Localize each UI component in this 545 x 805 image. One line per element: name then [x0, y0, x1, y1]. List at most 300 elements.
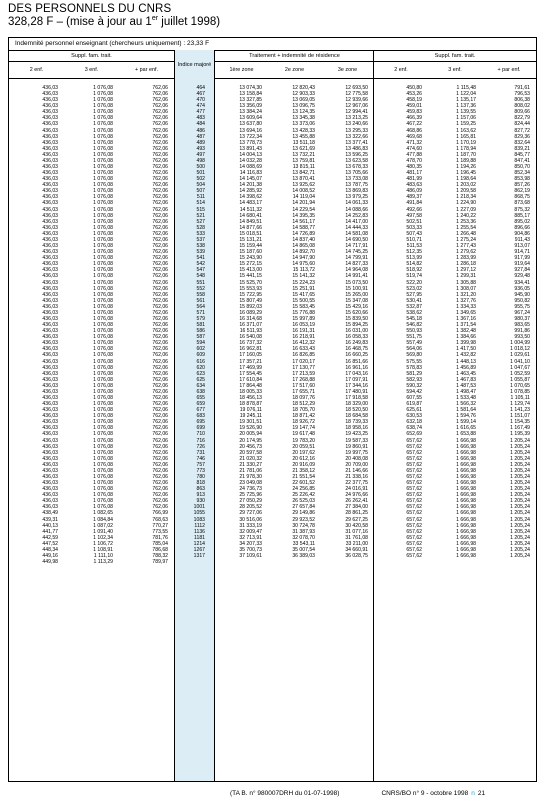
table-cell: 1 299,31 — [456, 273, 476, 280]
table-cell: 1 113,29 — [93, 559, 113, 566]
table-cell: 14 145,07 — [239, 176, 262, 183]
table-cell: 436,03 — [42, 291, 58, 298]
table-cell: 522,20 — [406, 279, 422, 286]
table-cell: 788,32 — [152, 553, 168, 560]
table-cell: 1 157,06 — [456, 115, 476, 122]
table-cell: 30 516,06 — [239, 516, 262, 523]
table-cell: 780 — [196, 474, 205, 480]
table-cell: 13 870,41 — [292, 176, 315, 183]
table-cell — [428, 559, 482, 565]
table-cell: 19 997,75 — [345, 449, 368, 456]
table-cell: 436,03 — [42, 127, 58, 134]
table-cell: 1 076,08 — [93, 97, 113, 104]
table-cell: 657,62 — [406, 486, 422, 493]
table-cell: 27 657,84 — [292, 504, 315, 511]
table-cell: 19 423,25 — [345, 431, 368, 438]
table-cell: 436,03 — [42, 236, 58, 243]
table-cell: 17 554,45 — [239, 370, 262, 377]
table-cell: 762,06 — [152, 334, 168, 341]
table-cell: 21 551,54 — [292, 474, 315, 480]
table-cell: 14 285,92 — [239, 188, 262, 195]
table-cell: 1 052,59 — [510, 370, 530, 377]
table-cell: 594 — [196, 340, 205, 347]
table-cell: 1 076,08 — [93, 285, 113, 292]
table-cell: 762,06 — [152, 285, 168, 292]
table-cell: 14 837,40 — [292, 236, 315, 243]
table-cell: 436,03 — [42, 145, 58, 152]
table-cell: 34 207,33 — [239, 540, 262, 547]
subtitle-prefix: 328,28 F – (mise à jour au 1 — [8, 16, 152, 28]
table-cell: 762,06 — [152, 358, 168, 365]
table-cell: 1 205,24 — [510, 534, 530, 541]
table-cell: 659 — [196, 401, 205, 408]
table-cell: 1 076,08 — [93, 461, 113, 468]
table-cell: 19 076,11 — [239, 407, 262, 414]
table-cell: 548 — [196, 273, 205, 280]
table-cell: 1 076,08 — [93, 224, 113, 231]
table-cell: 483 — [196, 115, 205, 122]
table-cell: 786,68 — [152, 546, 168, 553]
table-cell: 436,03 — [42, 413, 58, 420]
table-cell: 13 074,30 — [239, 85, 262, 91]
subtitle-suffix: juillet 1998) — [158, 16, 221, 28]
table-cell: 14 088,66 — [345, 206, 368, 213]
table-cell: 23 049,08 — [239, 480, 262, 487]
table-cell: 436,03 — [42, 455, 58, 462]
table-cell: 466,39 — [406, 115, 422, 122]
table-cell: 17 864,48 — [239, 382, 262, 389]
table-cell: 1 076,08 — [93, 315, 113, 322]
table-cell: 16 961,16 — [345, 364, 368, 371]
table-cell: 1 205,24 — [510, 461, 530, 468]
table-cell: 770,27 — [152, 522, 168, 529]
table-cell: 436,03 — [42, 133, 58, 140]
table-cell: 20 174,95 — [239, 437, 262, 444]
table-cell: 21 338,16 — [345, 474, 368, 480]
table-cell: 616 — [196, 358, 205, 365]
table-cell: 458,19 — [406, 97, 422, 104]
table-cell: 1 666,98 — [456, 443, 476, 450]
column-divider — [174, 51, 175, 781]
table-cell: 762,06 — [152, 291, 168, 298]
table-cell: 1 076,08 — [93, 109, 113, 116]
table-cell: 557,49 — [406, 340, 422, 347]
table-cell: 480,35 — [406, 164, 422, 171]
column-divider — [373, 51, 374, 781]
table-cell: 762,06 — [152, 115, 168, 122]
header-traitement: Traitement + indemnité de résidence — [215, 51, 374, 62]
table-cell: 1 367,16 — [456, 315, 476, 322]
table-cell: 657,62 — [406, 534, 422, 541]
table-cell: 14 964,08 — [345, 267, 368, 274]
table-cell: 1 076,08 — [93, 176, 113, 183]
table-cell: 1 076,08 — [93, 352, 113, 359]
table-cell: 19 587,33 — [345, 437, 368, 444]
table-cell: 818 — [196, 480, 205, 487]
table-cell: 1 205,24 — [510, 546, 530, 553]
table-cell: 14 991,41 — [345, 273, 368, 280]
table-cell: 623 — [196, 370, 205, 377]
table-cell: 436,03 — [42, 443, 58, 450]
table-cell: 436,03 — [42, 431, 58, 438]
table-cell: 1 108,91 — [93, 546, 113, 553]
table-cell: 13 869,83 — [345, 188, 368, 195]
table-cell: 619,87 — [406, 401, 422, 408]
table-cell: 1 205,24 — [510, 553, 530, 560]
table-cell — [374, 559, 428, 565]
table-cell: 14 561,17 — [292, 218, 315, 225]
table-cell: 436,03 — [42, 115, 58, 122]
table-cell: 1 334,33 — [456, 303, 476, 310]
table-cell: 594,42 — [406, 388, 422, 395]
table-cell: 513,99 — [406, 255, 422, 262]
table-cell: 528 — [196, 224, 205, 231]
table-cell: 14 032,28 — [239, 157, 262, 164]
table-cell: 1 286,18 — [456, 261, 476, 268]
table-cell: 17 160,05 — [239, 352, 262, 359]
table-cell: 1 082,65 — [93, 510, 113, 517]
table-cell: 785,04 — [152, 540, 168, 547]
table-cell: 1 076,08 — [93, 279, 113, 286]
table-cell: 16 468,75 — [345, 346, 368, 353]
table-cell: 762,06 — [152, 322, 168, 329]
table-cell: 1 205,24 — [510, 455, 530, 462]
table-cell: 15 417,65 — [292, 291, 315, 298]
table-cell: 762,06 — [152, 364, 168, 371]
table-cell: 1 105,11 — [510, 394, 530, 401]
table-cell: 14 444,33 — [345, 224, 368, 231]
table-cell: 510,71 — [406, 236, 422, 243]
table-cell: 436,03 — [42, 425, 58, 432]
table-cell: 13 455,88 — [292, 133, 315, 140]
table-cell: 26 262,41 — [345, 498, 368, 505]
table-cell: 518,92 — [406, 267, 422, 274]
table-cell: 436,03 — [42, 170, 58, 177]
table-cell: 1 467,83 — [456, 376, 476, 383]
table-cell: 1 076,08 — [93, 194, 113, 201]
table-cell: 14 892,70 — [292, 249, 315, 256]
table-cell: 1 047,67 — [510, 364, 530, 371]
table-cell: 731 — [196, 449, 205, 456]
table-cell: 436,03 — [42, 285, 58, 292]
table-cell: 569,80 — [406, 352, 422, 359]
table-cell: 1 533,48 — [456, 394, 476, 401]
table-cell: 1 240,22 — [456, 212, 476, 219]
table-cell: 1 078,85 — [510, 388, 530, 395]
table-cell: 14 680,41 — [239, 212, 262, 219]
table-cell: 25 725,96 — [239, 492, 262, 499]
table-body — [9, 79, 536, 566]
table-cell: 657,62 — [406, 553, 422, 560]
table-cell: 27 384,00 — [345, 504, 368, 511]
table-cell: 1 666,98 — [456, 480, 476, 487]
table-cell: 868,75 — [514, 194, 530, 201]
table-cell: 620 — [196, 364, 205, 371]
table-cell: 512,35 — [406, 249, 422, 256]
footer-separator: n — [471, 790, 475, 797]
table-cell: 12 820,43 — [292, 85, 315, 91]
table-cell: 436,03 — [42, 249, 58, 256]
table-cell: 917,99 — [514, 255, 530, 262]
table-cell: 1 076,08 — [93, 328, 113, 335]
table-cell: 1 178,94 — [456, 145, 476, 152]
table-cell: 448,34 — [42, 546, 58, 553]
table-cell: 469,68 — [406, 133, 422, 140]
table-cell: 1 135,17 — [456, 97, 476, 104]
table-cell: 30 724,78 — [292, 522, 315, 529]
table-cell: 17 097,91 — [345, 376, 368, 383]
table-cell: 13 486,83 — [345, 145, 368, 152]
table-cell: 471,32 — [406, 139, 422, 146]
table-cell: 1 076,08 — [93, 121, 113, 128]
table-cell: 511 — [196, 194, 205, 201]
table-cell: 768,63 — [152, 516, 168, 523]
table-cell: 1 163,62 — [456, 127, 476, 134]
table-cell: 537 — [196, 236, 205, 243]
table-cell: 762,06 — [152, 370, 168, 377]
table-cell: 1 266,48 — [456, 230, 476, 237]
table-cell: 762,06 — [152, 127, 168, 134]
table-cell: 497,58 — [406, 212, 422, 219]
table-cell: 15 113,72 — [292, 267, 315, 274]
table-cell: 762,06 — [152, 303, 168, 310]
table-cell: 1 076,08 — [93, 340, 113, 347]
table-cell: 885,17 — [514, 212, 530, 219]
table-cell: 30 420,58 — [345, 522, 368, 529]
table-cell: 657,62 — [406, 461, 422, 468]
table-cell: 1 076,08 — [93, 133, 113, 140]
table-cell: 519,74 — [406, 273, 422, 280]
table-cell: 1181 — [194, 534, 205, 541]
table-cell: 1 076,08 — [93, 309, 113, 316]
table-cell: 14 690,50 — [345, 236, 368, 243]
table-cell: 575,55 — [406, 358, 422, 365]
table-cell: 1 566,32 — [456, 401, 476, 408]
table-cell: 18 684,58 — [345, 413, 368, 420]
table-cell: 895,02 — [514, 218, 530, 225]
table-cell: 762,06 — [152, 200, 168, 207]
table-cell: 762,06 — [152, 273, 168, 280]
table-cell: 449,98 — [42, 559, 58, 566]
table-cell: 436,03 — [42, 370, 58, 377]
table-cell: 1 076,08 — [93, 182, 113, 189]
table-cell: 13 295,33 — [345, 127, 368, 134]
table-cell: 438,49 — [42, 510, 58, 517]
table-cell: 440,13 — [42, 522, 58, 529]
table-cell: 447,52 — [42, 540, 58, 547]
table-cell: 1 159,25 — [456, 121, 476, 128]
table-cell: 21 781,06 — [239, 467, 262, 474]
table-cell: 13 842,71 — [292, 170, 315, 177]
table-cell: 35 007,54 — [292, 546, 315, 553]
table-cell: 550,93 — [406, 328, 422, 335]
table-cell: 1 076,08 — [93, 370, 113, 377]
table-cell: 1 091,40 — [93, 528, 113, 535]
table-cell: 1112 — [194, 522, 205, 529]
table-cell: 14 745,25 — [345, 249, 368, 256]
table-cell: 927,84 — [514, 267, 530, 274]
table-cell: 20 709,00 — [345, 461, 368, 468]
table-cell: 477 — [196, 109, 205, 116]
table-cell: 1 666,98 — [456, 492, 476, 499]
table-cell: 1 666,98 — [456, 461, 476, 468]
column-divider — [214, 51, 215, 781]
table-cell: 762,06 — [152, 103, 168, 110]
table-cell: 561 — [196, 297, 205, 304]
table-cell: 27 050,29 — [239, 498, 262, 505]
table-cell: 16 851,66 — [345, 358, 368, 365]
table-cell: 1 076,08 — [93, 255, 113, 262]
table-cell: 1 666,98 — [456, 504, 476, 511]
table-cell: 14 201,38 — [239, 182, 262, 189]
table-cell: 15 553,93 — [239, 285, 262, 292]
table-cell: 789,97 — [152, 559, 168, 566]
table-cell: 657,62 — [406, 480, 422, 487]
table-cell: 832,64 — [514, 139, 530, 146]
table-cell: 14 877,66 — [239, 224, 262, 231]
table-cell: 15 243,90 — [239, 255, 262, 262]
table-cell: 12 939,66 — [345, 97, 368, 104]
table-cell: 1 041,10 — [510, 358, 530, 365]
table-cell: 436,03 — [42, 334, 58, 341]
table-cell: 677 — [196, 407, 205, 414]
table-cell: 945,90 — [514, 291, 530, 298]
table-cell: 436,03 — [42, 492, 58, 499]
table-cell: 20 597,58 — [239, 449, 262, 456]
table-cell: 1 275,24 — [456, 236, 476, 243]
table-cell: 1 076,08 — [93, 394, 113, 401]
table-cell: 657,62 — [406, 522, 422, 529]
table-cell: 20 456,73 — [239, 443, 262, 450]
table-cell: 13 722,34 — [239, 133, 262, 140]
table-cell: 436,03 — [42, 267, 58, 274]
table-cell: 762,06 — [152, 243, 168, 250]
table-cell: 762,06 — [152, 328, 168, 335]
table-cell: 17 357,21 — [239, 358, 262, 365]
table-cell: 657,62 — [406, 449, 422, 456]
table-cell: 436,03 — [42, 340, 58, 347]
table-cell: 762,06 — [152, 382, 168, 389]
table-cell: 13 322,66 — [345, 133, 368, 140]
table-cell: 15 429,16 — [345, 303, 368, 310]
table-cell: 15 892,03 — [239, 303, 262, 310]
col-header: 1ère zone — [215, 62, 268, 79]
table-cell: 17 020,17 — [292, 358, 315, 365]
table-cell: 1 666,98 — [456, 516, 476, 523]
table-cell: 762,06 — [152, 139, 168, 146]
table-cell: 29 627,25 — [345, 516, 368, 523]
table-cell: 1 399,98 — [456, 340, 476, 347]
table-cell: 609 — [196, 352, 205, 359]
table-cell: 29 149,86 — [292, 510, 315, 517]
table-cell: 762,06 — [152, 279, 168, 286]
table-cell: 13 678,33 — [345, 164, 368, 171]
table-cell: 459,01 — [406, 103, 422, 110]
table-cell: 530,41 — [406, 297, 422, 304]
table-cell: 955,75 — [514, 303, 530, 310]
table-cell: 638,74 — [406, 425, 422, 432]
table-cell: 489,37 — [406, 194, 422, 201]
table-cell — [268, 559, 321, 565]
table-cell: 796,53 — [514, 91, 530, 98]
table-cell: 20 197,62 — [292, 449, 315, 456]
table-cell: 1 076,08 — [93, 407, 113, 414]
table-cell: 762,06 — [152, 212, 168, 219]
table-cell: 1 277,43 — [456, 243, 476, 250]
table-cell: 762,06 — [152, 121, 168, 128]
table-cell: 581 — [196, 322, 205, 329]
table-cell: 12 693,50 — [345, 85, 368, 91]
table-cell: 14 395,35 — [292, 212, 315, 219]
table-cell: 436,03 — [42, 401, 58, 408]
table-cell: 1 205,24 — [510, 443, 530, 450]
table-cell: 862,19 — [514, 188, 530, 195]
table-cell: 507,43 — [406, 230, 422, 237]
table-cell: 1 653,88 — [456, 431, 476, 438]
table-cell: 541 — [196, 255, 205, 262]
table-cell: 504 — [196, 182, 205, 189]
table-cell: 657,62 — [406, 546, 422, 553]
table-cell: 1 076,08 — [93, 413, 113, 420]
table-cell: 695 — [196, 419, 205, 426]
table-cell: 436,03 — [42, 322, 58, 329]
table-cell: 14 004,13 — [239, 151, 262, 158]
table-cell: 1317 — [193, 553, 205, 560]
table-cell: 762,06 — [152, 315, 168, 322]
table-cell: 1 076,08 — [93, 425, 113, 432]
table-cell: 1 384,66 — [456, 334, 476, 341]
table-cell: 762,06 — [152, 376, 168, 383]
table-cell: 607,55 — [406, 394, 422, 401]
table-cell: 873,68 — [514, 200, 530, 207]
table-cell: 762,06 — [152, 492, 168, 499]
table-cell: 936,05 — [514, 285, 530, 292]
table-cell: 1 327,76 — [456, 297, 476, 304]
table-cell: 1 076,08 — [93, 382, 113, 389]
table-cell: 1 321,20 — [456, 291, 476, 298]
table-cell: 839,21 — [514, 145, 530, 152]
table-cell: 15 159,44 — [239, 243, 262, 250]
table-cell: 13 815,11 — [292, 164, 315, 171]
table-row — [9, 559, 536, 565]
table-cell: 1 463,45 — [456, 370, 476, 377]
table-cell: 436,03 — [42, 206, 58, 213]
table-cell: 21 330,27 — [239, 461, 262, 468]
table-cell: 14 008,52 — [292, 188, 315, 195]
table-cell: 459,83 — [406, 109, 422, 116]
table-cell: 762,06 — [152, 157, 168, 164]
table-cell: 37 109,61 — [239, 553, 262, 560]
table-cell: 17 655,71 — [292, 388, 315, 395]
table-cell: 657,62 — [406, 498, 422, 505]
table-cell: 436,03 — [42, 103, 58, 110]
table-cell: 436,03 — [42, 273, 58, 280]
table-cell: 14 849,51 — [239, 218, 262, 225]
table-cell: 436,03 — [42, 364, 58, 371]
table-cell: 781,76 — [152, 534, 168, 541]
table-cell: 1 666,98 — [456, 522, 476, 529]
table-cell: 896,66 — [514, 224, 530, 231]
table-cell: 545,18 — [406, 315, 422, 322]
table-cell: 436,03 — [42, 480, 58, 487]
table-cell: 484 — [196, 121, 205, 128]
table-cell: 436,03 — [42, 504, 58, 511]
table-cell: 436,03 — [42, 176, 58, 183]
table-cell: 521 — [196, 212, 205, 219]
table-cell: 28 861,25 — [345, 510, 368, 517]
table-cell: 474,60 — [406, 145, 422, 152]
table-cell: 762,06 — [152, 170, 168, 177]
